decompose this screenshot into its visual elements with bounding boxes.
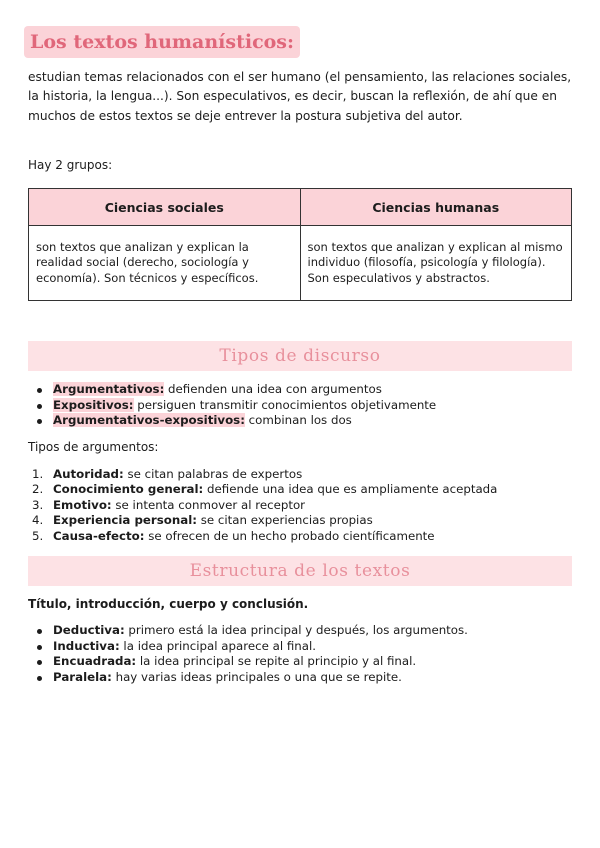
list-item-term: Paralela: bbox=[53, 669, 112, 684]
list-item bbox=[28, 670, 468, 686]
list-item-term: Encuadrada: bbox=[53, 654, 137, 668]
groups-label: Hay 2 grupos: bbox=[28, 158, 113, 172]
list-item-desc: persiguen transmitir conocimientos objetivamente bbox=[133, 397, 437, 412]
list-item bbox=[28, 498, 497, 513]
list-item bbox=[28, 482, 497, 497]
list-item bbox=[28, 654, 468, 670]
intro-paragraph: estudian temas relacionados con el ser humano (el pensamiento, las relaciones sociales, la historia, la lengua...). Son especulativos, es decir, buscan la reflexión, de ahí que en muchos de estos textos se deje entrever la postura subjetiva del autor. bbox=[28, 70, 572, 123]
argumentos-label: Tipos de argumentos: bbox=[28, 440, 159, 454]
list-item-term: Deductiva: bbox=[53, 623, 125, 637]
list-item-term: Experiencia personal: bbox=[53, 513, 197, 528]
list-item-term: Causa-efecto: bbox=[53, 528, 145, 543]
estructura-list bbox=[28, 623, 468, 685]
list-item-desc: se citan palabras de expertos bbox=[123, 467, 303, 481]
estructura-summary: Título, introducción, cuerpo y conclusión. bbox=[28, 597, 309, 611]
list-item bbox=[28, 467, 497, 482]
list-item-number: 3. bbox=[32, 497, 44, 512]
groups-table bbox=[28, 188, 572, 301]
list-item-desc: combinan los dos bbox=[244, 413, 352, 427]
list-item bbox=[28, 398, 436, 414]
list-item-desc: defiende una idea que es ampliamente aceptada bbox=[203, 482, 498, 497]
discurso-heading: Tipos de discurso bbox=[28, 341, 572, 371]
list-item-desc: se ofrecen de un hecho probado científicamente bbox=[144, 528, 435, 543]
list-item bbox=[28, 382, 436, 398]
argumentos-list bbox=[28, 467, 497, 544]
list-item-desc: la idea principal aparece al final. bbox=[119, 638, 317, 653]
estructura-heading: Estructura de los textos bbox=[28, 556, 572, 586]
list-item bbox=[28, 529, 497, 544]
page-title: Los textos humanísticos: bbox=[24, 26, 300, 58]
list-item-term: Autoridad: bbox=[53, 467, 124, 481]
discurso-list bbox=[28, 382, 436, 429]
list-item-number: 5. bbox=[32, 528, 44, 543]
list-item bbox=[28, 413, 436, 429]
list-item-desc: se intenta conmover al receptor bbox=[111, 497, 306, 512]
table-header-social: Ciencias sociales bbox=[29, 189, 301, 226]
list-item-desc: se citan experiencias propias bbox=[197, 513, 373, 528]
list-item-number: 2. bbox=[32, 482, 44, 497]
list-item-desc: defienden una idea con argumentos bbox=[164, 382, 382, 396]
list-item bbox=[28, 639, 468, 655]
table-cell-social: son textos que analizan y explican la realidad social (derecho, sociología y economía). Son técnicos y específicos. bbox=[29, 226, 301, 301]
list-item-term: Argumentativos: bbox=[53, 382, 165, 396]
table-header-row bbox=[29, 189, 572, 226]
list-item-desc: hay varias ideas principales o una que se repite. bbox=[111, 669, 402, 684]
list-item-desc: primero está la idea principal y después, los argumentos. bbox=[124, 623, 468, 637]
list-item bbox=[28, 513, 497, 528]
list-item-desc: la idea principal se repite al principio y al final. bbox=[136, 654, 417, 668]
list-item-term: Emotivo: bbox=[53, 497, 112, 512]
list-item-term: Conocimiento general: bbox=[53, 482, 204, 497]
table-row bbox=[29, 226, 572, 301]
table-cell-human: son textos que analizan y explican al mismo individuo (filosofía, psicología y filología). Son especulativos y abstractos. bbox=[300, 226, 572, 301]
list-item-number: 4. bbox=[32, 513, 44, 528]
list-item-number: 1. bbox=[32, 467, 44, 481]
list-item-term: Inductiva: bbox=[53, 638, 120, 653]
list-item-term: Argumentativos-expositivos: bbox=[53, 413, 245, 427]
list-item-term: Expositivos: bbox=[53, 397, 134, 412]
list-item bbox=[28, 623, 468, 639]
table-header-human: Ciencias humanas bbox=[300, 189, 572, 226]
